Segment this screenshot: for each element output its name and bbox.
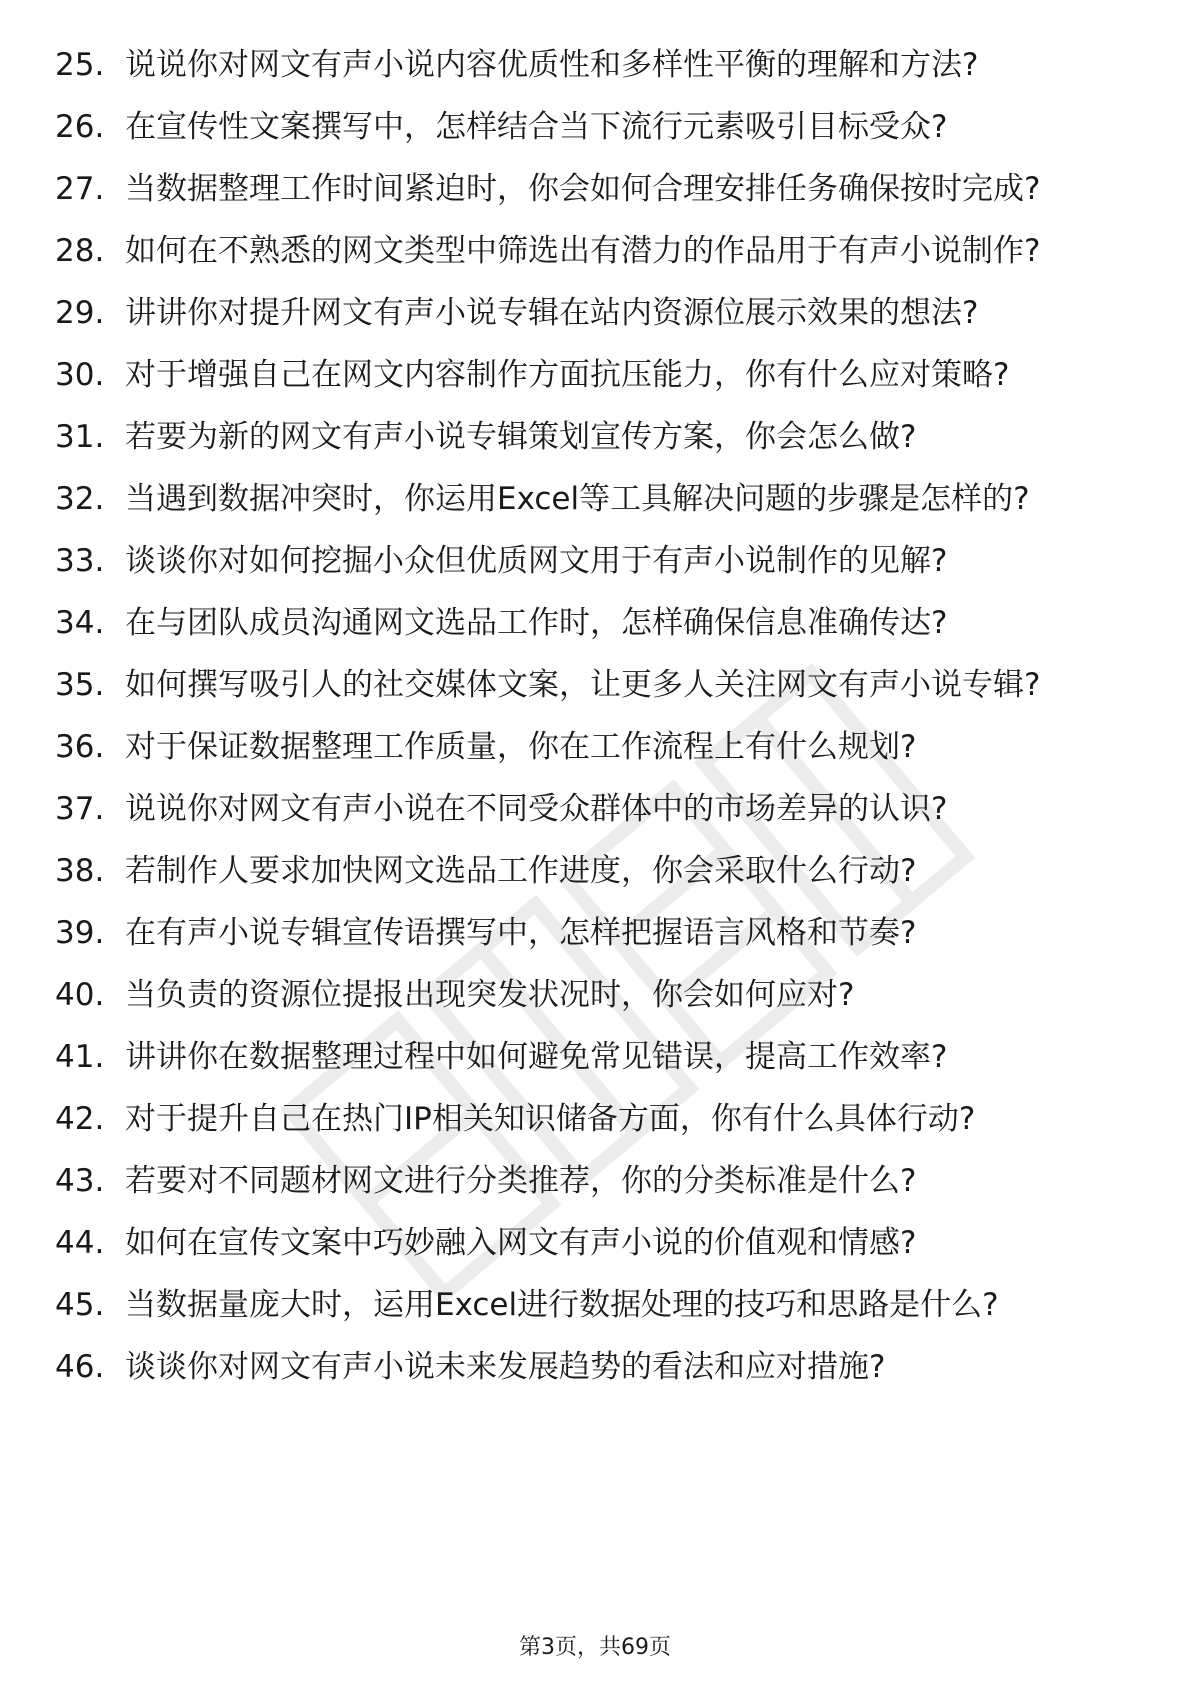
question-text: 谈谈你对网文有声小说未来发展趋势的看法和应对措施? xyxy=(125,1349,886,1385)
question-number: 44. xyxy=(55,1225,105,1261)
list-item xyxy=(55,603,1135,643)
question-text: 对于提升自己在热门IP相关知识储备方面，你有什么具体行动? xyxy=(125,1101,976,1137)
question-number: 34. xyxy=(55,605,105,641)
question-number: 31. xyxy=(55,419,105,455)
question-number: 30. xyxy=(55,357,105,393)
list-item xyxy=(55,1285,1135,1325)
question-text: 若要为新的网文有声小说专辑策划宣传方案，你会怎么做? xyxy=(125,419,917,455)
question-number: 36. xyxy=(55,729,105,765)
question-number: 32. xyxy=(55,481,105,517)
question-number: 33. xyxy=(55,543,105,579)
list-item xyxy=(55,1161,1135,1201)
question-text: 在宣传性文案撰写中，怎样结合当下流行元素吸引目标受众? xyxy=(125,109,948,145)
question-list xyxy=(55,45,1135,1409)
question-text: 如何在不熟悉的网文类型中筛选出有潜力的作品用于有声小说制作? xyxy=(125,233,1041,269)
list-item xyxy=(55,1037,1135,1077)
question-number: 28. xyxy=(55,233,105,269)
question-number: 27. xyxy=(55,171,105,207)
question-number: 26. xyxy=(55,109,105,145)
list-item xyxy=(55,293,1135,333)
list-item xyxy=(55,913,1135,953)
question-text: 当遇到数据冲突时，你运用Excel等工具解决问题的步骤是怎样的? xyxy=(125,481,1030,517)
question-number: 43. xyxy=(55,1163,105,1199)
list-item xyxy=(55,541,1135,581)
question-text: 如何撰写吸引人的社交媒体文案，让更多人关注网文有声小说专辑? xyxy=(125,667,1041,703)
question-text: 说说你对网文有声小说在不同受众群体中的市场差异的认识? xyxy=(125,791,948,827)
question-number: 46. xyxy=(55,1349,105,1385)
page-number: 第3页，共69页 xyxy=(519,1635,671,1660)
list-item xyxy=(55,107,1135,147)
list-item xyxy=(55,851,1135,891)
list-item xyxy=(55,1223,1135,1263)
question-text: 若制作人要求加快网文选品工作进度，你会采取什么行动? xyxy=(125,853,917,889)
question-number: 42. xyxy=(55,1101,105,1137)
question-text: 谈谈你对如何挖掘小众但优质网文用于有声小说制作的见解? xyxy=(125,543,948,579)
question-text: 说说你对网文有声小说内容优质性和多样性平衡的理解和方法? xyxy=(125,47,979,83)
question-number: 41. xyxy=(55,1039,105,1075)
list-item xyxy=(55,789,1135,829)
list-item xyxy=(55,417,1135,457)
question-text: 当负责的资源位提报出现突发状况时，你会如何应对? xyxy=(125,977,855,1013)
question-text: 在有声小说专辑宣传语撰写中，怎样把握语言风格和节奏? xyxy=(125,915,917,951)
list-item xyxy=(55,727,1135,767)
question-text: 讲讲你在数据整理过程中如何避免常见错误，提高工作效率? xyxy=(125,1039,948,1075)
list-item xyxy=(55,479,1135,519)
question-number: 45. xyxy=(55,1287,105,1323)
list-item xyxy=(55,975,1135,1015)
question-text: 当数据量庞大时，运用Excel进行数据处理的技巧和思路是什么? xyxy=(125,1287,999,1323)
question-number: 37. xyxy=(55,791,105,827)
question-text: 当数据整理工作时间紧迫时，你会如何合理安排任务确保按时完成? xyxy=(125,171,1041,207)
list-item xyxy=(55,1347,1135,1387)
question-number: 38. xyxy=(55,853,105,889)
list-item xyxy=(55,169,1135,209)
question-text: 如何在宣传文案中巧妙融入网文有声小说的价值观和情感? xyxy=(125,1225,917,1261)
list-item xyxy=(55,1099,1135,1139)
question-text: 讲讲你对提升网文有声小说专辑在站内资源位展示效果的想法? xyxy=(125,295,979,331)
list-item xyxy=(55,665,1135,705)
list-item xyxy=(55,231,1135,271)
question-text: 对于增强自己在网文内容制作方面抗压能力，你有什么应对策略? xyxy=(125,357,1010,393)
question-number: 35. xyxy=(55,667,105,703)
question-number: 39. xyxy=(55,915,105,951)
question-number: 29. xyxy=(55,295,105,331)
question-text: 在与团队成员沟通网文选品工作时，怎样确保信息准确传达? xyxy=(125,605,948,641)
question-number: 25. xyxy=(55,47,105,83)
list-item xyxy=(55,355,1135,395)
question-text: 若要对不同题材网文进行分类推荐，你的分类标准是什么? xyxy=(125,1163,917,1199)
question-text: 对于保证数据整理工作质量，你在工作流程上有什么规划? xyxy=(125,729,917,765)
list-item xyxy=(55,45,1135,85)
question-number: 40. xyxy=(55,977,105,1013)
